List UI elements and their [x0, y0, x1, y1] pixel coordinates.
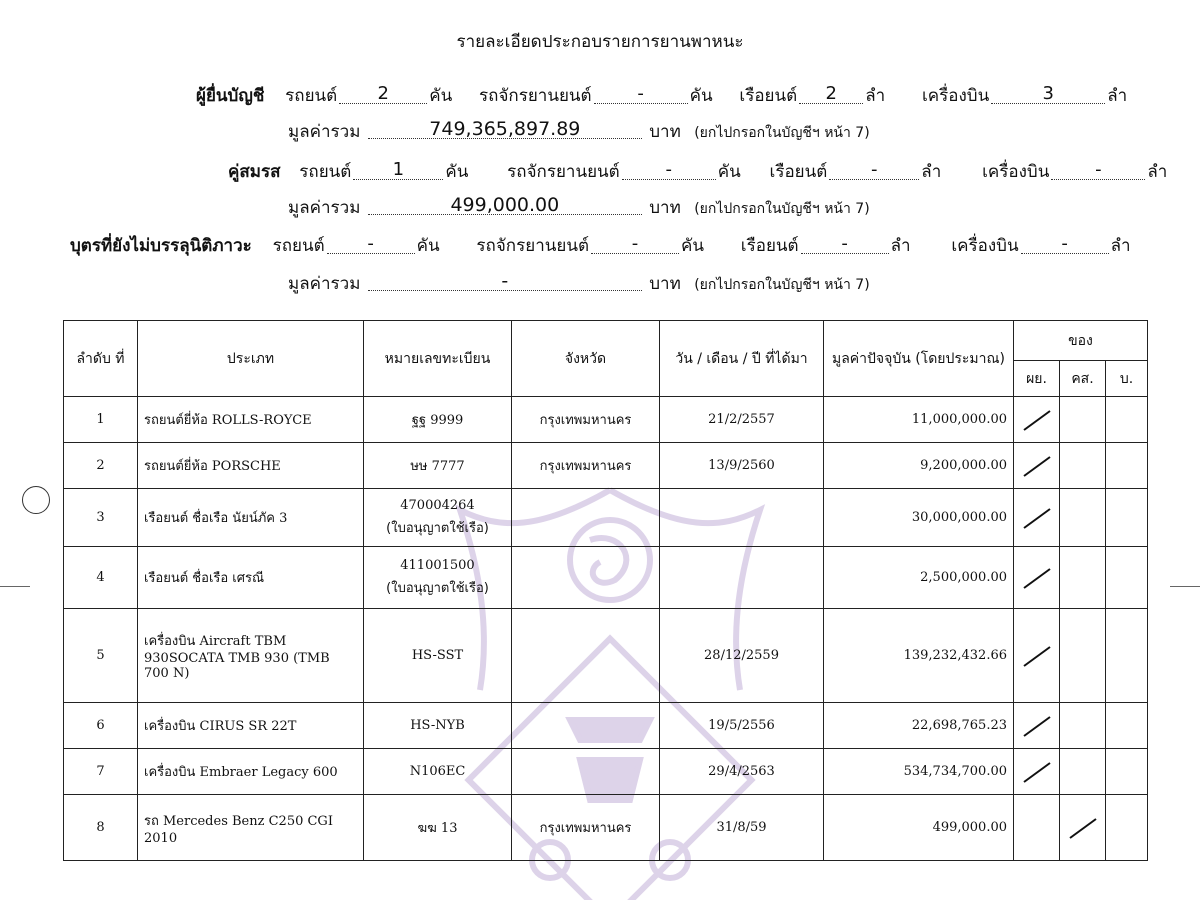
registration-number: ฆฆ 13	[417, 821, 458, 836]
registration-cell	[364, 443, 512, 489]
declarant-car-count: 2	[339, 85, 427, 104]
checkmark-slash-icon	[1020, 712, 1054, 740]
boat-word: เรือยนต์	[739, 86, 798, 106]
registration-cell	[364, 609, 512, 703]
owner-child-cell	[1106, 397, 1148, 443]
table-row	[64, 443, 1148, 489]
row-number: 4	[64, 547, 138, 609]
registration-cell	[364, 795, 512, 861]
header-registration: หมายเลขทะเบียน	[364, 321, 512, 397]
owner-declarant-cell	[1014, 489, 1060, 547]
owner-spouse-cell	[1060, 609, 1106, 703]
province	[512, 489, 660, 547]
vehicle-type: เรือยนต์ ชื่อเรือ เศรณี	[138, 547, 364, 609]
declarant-label: ผู้ยื่นบัญชี	[196, 86, 265, 106]
spouse-value-line	[288, 194, 870, 221]
children-boat-count: -	[801, 235, 889, 254]
acquired-date	[660, 489, 824, 547]
boat-unit-word: ลำ	[890, 236, 911, 256]
baht-word: บาท	[649, 122, 681, 142]
owner-declarant-cell	[1014, 609, 1060, 703]
vehicle-type: เครื่องบิน Aircraft TBM 930SOCATA TMB 930 (TMB 700 N)	[138, 609, 364, 703]
vehicle-table	[63, 320, 1148, 861]
header-no: ลำดับ ที่	[64, 321, 138, 397]
vehicle-type: รถ Mercedes Benz C250 CGI 2010	[138, 795, 364, 861]
children-value-line	[288, 270, 870, 297]
car-word: รถยนต์	[299, 162, 352, 182]
owner-spouse-cell	[1060, 397, 1106, 443]
total-value-label: มูลค่ารวม	[288, 198, 361, 218]
owner-declarant-cell	[1014, 547, 1060, 609]
children-label: บุตรที่ยังไม่บรรลุนิติภาวะ	[70, 236, 252, 256]
row-number: 6	[64, 703, 138, 749]
spouse-label: คู่สมรส	[228, 162, 281, 182]
header-value: มูลค่าปัจจุบัน (โดยประมาณ)	[824, 321, 1014, 397]
owner-child-cell	[1106, 489, 1148, 547]
unit-word: คัน	[680, 236, 704, 256]
registration-number: ฐฐ 9999	[411, 413, 464, 428]
car-word: รถยนต์	[285, 86, 338, 106]
checkmark-slash-icon	[1020, 758, 1054, 786]
header-type: ประเภท	[138, 321, 364, 397]
owner-declarant-cell	[1014, 703, 1060, 749]
registration-note: (ใบอนุญาตใช้เรือ)	[386, 580, 489, 596]
province	[512, 609, 660, 703]
checkmark-slash-icon	[1020, 406, 1054, 434]
declarant-total-value: 749,365,897.89	[368, 120, 642, 139]
owner-spouse-cell	[1060, 749, 1106, 795]
vehicle-type: รถยนต์ยี่ห้อ ROLLS-ROYCE	[138, 397, 364, 443]
registration-cell	[364, 703, 512, 749]
unit-word: คัน	[416, 236, 440, 256]
document-title: รายละเอียดประกอบรายการยานพาหนะ	[456, 32, 744, 52]
acquired-date: 21/2/2557	[660, 397, 824, 443]
spouse-motorcycle-count: -	[622, 161, 716, 180]
current-value: 30,000,000.00	[824, 489, 1014, 547]
children-car-count: -	[327, 235, 415, 254]
children-total-value: -	[368, 272, 642, 291]
checkmark-slash-icon	[1020, 452, 1054, 480]
vehicle-type: รถยนต์ยี่ห้อ PORSCHE	[138, 443, 364, 489]
acquired-date	[660, 547, 824, 609]
motorcycle-word: รถจักรยานยนต์	[476, 236, 589, 256]
vehicle-type: เครื่องบิน Embraer Legacy 600	[138, 749, 364, 795]
registration-cell	[364, 749, 512, 795]
car-word: รถยนต์	[272, 236, 325, 256]
acquired-date: 29/4/2563	[660, 749, 824, 795]
aircraft-unit-word: ลำ	[1110, 236, 1131, 256]
checkmark-slash-icon	[1020, 642, 1054, 670]
registration-note: (ใบอนุญาตใช้เรือ)	[386, 520, 489, 536]
baht-word: บาท	[649, 274, 681, 294]
declarant-aircraft-count: 3	[991, 85, 1105, 104]
province: กรุงเทพมหานคร	[512, 443, 660, 489]
declarant-value-line	[288, 118, 870, 145]
unit-word: คัน	[445, 162, 469, 182]
table-row	[64, 703, 1148, 749]
registration-cell	[364, 397, 512, 443]
total-value-label: มูลค่ารวม	[288, 122, 361, 142]
header-owner-declarant: ผย.	[1014, 361, 1060, 397]
current-value: 499,000.00	[824, 795, 1014, 861]
acquired-date: 31/8/59	[660, 795, 824, 861]
motorcycle-word: รถจักรยานยนต์	[479, 86, 592, 106]
total-value-label: มูลค่ารวม	[288, 274, 361, 294]
current-value: 22,698,765.23	[824, 703, 1014, 749]
row-number: 3	[64, 489, 138, 547]
current-value: 2,500,000.00	[824, 547, 1014, 609]
row-number: 2	[64, 443, 138, 489]
owner-child-cell	[1106, 609, 1148, 703]
spouse-boat-count: -	[829, 161, 919, 180]
row-number: 8	[64, 795, 138, 861]
aircraft-unit-word: ลำ	[1147, 162, 1168, 182]
table-row	[64, 795, 1148, 861]
boat-word: เรือยนต์	[740, 236, 799, 256]
boat-word: เรือยนต์	[769, 162, 828, 182]
spouse-car-count: 1	[353, 161, 443, 180]
motorcycle-word: รถจักรยานยนต์	[507, 162, 620, 182]
table-row	[64, 397, 1148, 443]
header-date: วัน / เดือน / ปี ที่ได้มา	[660, 321, 824, 397]
owner-child-cell	[1106, 547, 1148, 609]
owner-child-cell	[1106, 795, 1148, 861]
province: กรุงเทพมหานคร	[512, 795, 660, 861]
spouse-aircraft-count: -	[1051, 161, 1145, 180]
owner-spouse-cell	[1060, 703, 1106, 749]
owner-declarant-cell	[1014, 795, 1060, 861]
province: กรุงเทพมหานคร	[512, 397, 660, 443]
checkmark-slash-icon	[1020, 504, 1054, 532]
vehicle-type: เครื่องบิน CIRUS SR 22T	[138, 703, 364, 749]
owner-declarant-cell	[1014, 749, 1060, 795]
row-number: 5	[64, 609, 138, 703]
current-value: 534,734,700.00	[824, 749, 1014, 795]
table-body	[64, 397, 1148, 861]
left-edge-mark	[0, 586, 30, 587]
carry-note: (ยกไปกรอกในบัญชีฯ หน้า 7)	[694, 201, 870, 217]
owner-child-cell	[1106, 749, 1148, 795]
province	[512, 749, 660, 795]
aircraft-word: เครื่องบิน	[921, 86, 990, 106]
owner-declarant-cell	[1014, 443, 1060, 489]
registration-number: HS-NYB	[410, 718, 465, 733]
header-owner-spouse: คส.	[1060, 361, 1106, 397]
table-row	[64, 749, 1148, 795]
registration-number: 411001500	[400, 557, 475, 573]
province	[512, 703, 660, 749]
current-value: 139,232,432.66	[824, 609, 1014, 703]
acquired-date: 28/12/2559	[660, 609, 824, 703]
spouse-total-value: 499,000.00	[368, 196, 642, 215]
table-row	[64, 609, 1148, 703]
province	[512, 547, 660, 609]
owner-declarant-cell	[1014, 397, 1060, 443]
baht-word: บาท	[649, 198, 681, 218]
declarant-vehicle-line	[196, 82, 1127, 109]
right-edge-mark	[1170, 586, 1200, 587]
unit-word: คัน	[689, 86, 713, 106]
declarant-boat-count: 2	[799, 85, 863, 104]
carry-note: (ยกไปกรอกในบัญชีฯ หน้า 7)	[694, 125, 870, 141]
owner-child-cell	[1106, 443, 1148, 489]
declarant-motorcycle-count: -	[594, 85, 688, 104]
row-number: 1	[64, 397, 138, 443]
children-vehicle-line	[70, 232, 1131, 259]
registration-number: 470004264	[400, 497, 475, 513]
unit-word: คัน	[717, 162, 741, 182]
header-province: จังหวัด	[512, 321, 660, 397]
vehicle-type: เรือยนต์ ชื่อเรือ นัยน์ภัค 3	[138, 489, 364, 547]
children-motorcycle-count: -	[591, 235, 679, 254]
punch-hole-mark	[22, 486, 50, 514]
aircraft-word: เครื่องบิน	[982, 162, 1050, 182]
spouse-vehicle-line	[228, 158, 1167, 185]
registration-number: N106EC	[409, 764, 466, 779]
row-number: 7	[64, 749, 138, 795]
header-owner: ของ	[1014, 321, 1148, 361]
aircraft-word: เครื่องบิน	[951, 236, 1019, 256]
registration-number: ษษ 7777	[410, 459, 465, 474]
owner-spouse-cell	[1060, 547, 1106, 609]
acquired-date: 19/5/2556	[660, 703, 824, 749]
owner-spouse-cell	[1060, 489, 1106, 547]
carry-note: (ยกไปกรอกในบัญชีฯ หน้า 7)	[694, 277, 870, 293]
checkmark-slash-icon	[1066, 814, 1100, 842]
boat-unit-word: ลำ	[865, 86, 886, 106]
table-row	[64, 489, 1148, 547]
acquired-date: 13/9/2560	[660, 443, 824, 489]
unit-word: คัน	[429, 86, 453, 106]
boat-unit-word: ลำ	[921, 162, 942, 182]
owner-child-cell	[1106, 703, 1148, 749]
table-row	[64, 547, 1148, 609]
registration-cell	[364, 489, 512, 547]
registration-number: HS-SST	[411, 648, 464, 663]
aircraft-unit-word: ลำ	[1107, 86, 1128, 106]
current-value: 11,000,000.00	[824, 397, 1014, 443]
registration-cell	[364, 547, 512, 609]
header-owner-child: บ.	[1106, 361, 1148, 397]
owner-spouse-cell	[1060, 795, 1106, 861]
children-aircraft-count: -	[1021, 235, 1109, 254]
checkmark-slash-icon	[1020, 564, 1054, 592]
owner-spouse-cell	[1060, 443, 1106, 489]
current-value: 9,200,000.00	[824, 443, 1014, 489]
